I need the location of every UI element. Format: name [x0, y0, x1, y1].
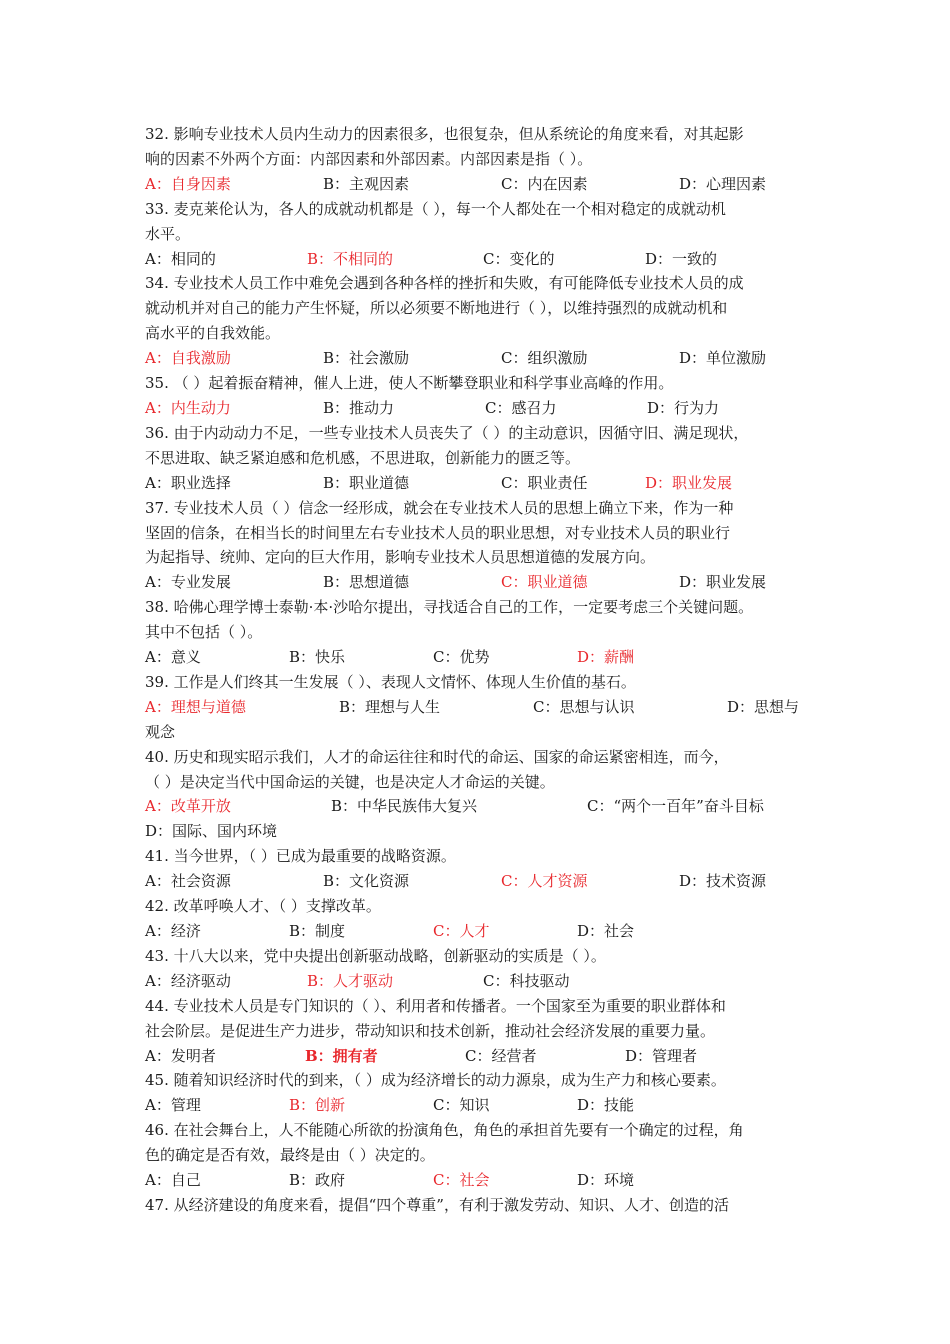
- options-row: [145, 247, 813, 272]
- question-text-line: 43. 十八大以来，党中央提出创新驱动战略，创新驱动的实质是（ ）。: [145, 946, 606, 965]
- option-b-correct: B：人才驱动: [307, 971, 394, 990]
- option-b: B：中华民族伟大复兴: [331, 797, 478, 816]
- options-row: [145, 346, 813, 371]
- option-d: D：思想与: [727, 697, 800, 716]
- question-text-line: 高水平的自我效能。: [145, 324, 281, 343]
- option-a: A：管理: [145, 1096, 201, 1115]
- question-41: [145, 844, 813, 894]
- question-46: [145, 1118, 813, 1193]
- question-text-line: （ ）是决定当代中国命运的关键，也是决定人才命运的关键。: [145, 772, 555, 791]
- question-text-line: 40. 历史和现实昭示我们，人才的命运往往和时代的命运、国家的命运紧密相连，而今，: [145, 747, 729, 766]
- option-b: B：社会激励: [323, 349, 410, 368]
- option-c: C：知识: [433, 1096, 490, 1115]
- question-text-line: 42. 改革呼唤人才、（ ）支撑改革。: [145, 897, 381, 916]
- option-b: B：制度: [289, 922, 346, 940]
- option-b: B：政府: [289, 1171, 346, 1190]
- question-33: [145, 197, 813, 272]
- option-d: D：行为力: [647, 398, 720, 417]
- question-text-line: 39. 工作是人们终其一生发展（ ）、表现人文情怀、体现人生价值的基石。: [145, 672, 636, 691]
- option-b: B：思想道德: [323, 573, 410, 592]
- question-text-line: 33. 麦克莱伦认为，各人的成就动机都是（ ），每一个人都处在一个相对稳定的成就动机: [145, 199, 726, 218]
- question-45: [145, 1068, 813, 1118]
- option-d: D：一致的: [645, 249, 718, 268]
- option-c: C：科技驱动: [483, 971, 570, 990]
- option-a: A：相同的: [145, 249, 216, 268]
- question-text-line: 为起指导、统帅、定向的巨大作用，影响专业技术人员思想道德的发展方向。: [145, 548, 656, 567]
- question-text-line: 32. 影响专业技术人员内生动力的因素很多，也很复杂，但从系统论的角度来看，对其起影: [145, 125, 744, 143]
- question-text-line: 35. （ ）起着振奋精神，催人上进，使人不断攀登职业和科学事业高峰的作用。: [145, 374, 674, 393]
- options-row: [145, 919, 813, 944]
- option-d: D：技能: [577, 1096, 635, 1115]
- option-c-correct: C：人才资源: [501, 872, 588, 891]
- options-row: [145, 1168, 813, 1193]
- option-a: A：经济: [145, 922, 201, 940]
- option-b: B：快乐: [289, 648, 346, 667]
- option-d-continuation: 观念: [145, 722, 176, 741]
- options-row: [145, 695, 813, 720]
- option-d: D：职业发展: [679, 573, 767, 592]
- option-c: C：“两个一百年”奋斗目标: [587, 797, 764, 816]
- option-d-correct: D：职业发展: [645, 473, 733, 492]
- question-text-line: 34. 专业技术人员工作中难免会遇到各种各样的挫折和失败，有可能降低专业技术人员的成: [145, 274, 744, 293]
- question-42: [145, 894, 813, 944]
- options-row: [145, 172, 813, 197]
- option-a-correct: A：改革开放: [145, 797, 231, 816]
- question-text-line: 响的因素不外两个方面：内部因素和外部因素。内部因素是指（ ）。: [145, 149, 593, 168]
- option-b: B：文化资源: [323, 872, 410, 891]
- question-38: [145, 595, 813, 670]
- option-b: B：理想与人生: [339, 697, 441, 716]
- options-row: [145, 1093, 813, 1118]
- option-a: A：自己: [145, 1171, 201, 1190]
- option-d: D：社会: [577, 922, 635, 940]
- option-b-correct: B：不相同的: [307, 249, 394, 268]
- option-d: D：技术资源: [679, 872, 767, 891]
- options-row: [145, 1044, 813, 1069]
- option-d: D：单位激励: [679, 349, 767, 368]
- option-b-correct: B：拥有者: [305, 1046, 378, 1065]
- question-34: [145, 271, 813, 371]
- option-a: A：专业发展: [145, 573, 231, 592]
- option-a: A：发明者: [145, 1046, 216, 1065]
- question-text-line: 45. 随着知识经济时代的到来，（ ）成为经济增长的动力源泉，成为生产力和核心要素。: [145, 1071, 726, 1090]
- question-text-line: 色的确定是否有效，最终是由（ ）决定的。: [145, 1146, 435, 1165]
- option-a: A：意义: [145, 648, 201, 667]
- option-c: C：思想与认识: [533, 697, 635, 716]
- question-text-line: 37. 专业技术人员（ ）信念一经形成，就会在专业技术人员的思想上确立下来，作为一种: [145, 498, 734, 517]
- question-43: [145, 944, 813, 994]
- option-a: A：社会资源: [145, 872, 231, 891]
- option-a-correct: A：自身因素: [145, 174, 231, 193]
- question-text-line: 就动机并对自己的能力产生怀疑，所以必须要不断地进行（ ），以维持强烈的成就动机和: [145, 299, 728, 318]
- option-d: D：国际、国内环境: [145, 822, 278, 841]
- option-b: B：推动力: [323, 398, 395, 417]
- option-d: D：管理者: [625, 1046, 698, 1065]
- option-a: A：经济驱动: [145, 971, 231, 990]
- question-40: [145, 745, 813, 845]
- question-text-line: 47. 从经济建设的角度来看，提倡“四个尊重”，有利于激发劳动、知识、人才、创造的活: [145, 1195, 729, 1214]
- question-39: [145, 670, 813, 745]
- question-text-line: 水平。: [145, 224, 191, 243]
- option-c-correct: C：人才: [433, 922, 490, 940]
- question-text-line: 46. 在社会舞台上，人不能随心所欲的扮演角色，角色的承担首先要有一个确定的过程，角: [145, 1121, 744, 1140]
- option-c-correct: C：社会: [433, 1171, 490, 1190]
- option-c: C：内在因素: [501, 174, 588, 193]
- question-35: [145, 371, 813, 421]
- question-32: [145, 122, 813, 197]
- options-row: [145, 794, 813, 819]
- options-row: [145, 869, 813, 894]
- option-c: C：优势: [433, 648, 490, 667]
- question-text-line: 44. 专业技术人员是专门知识的（ ）、利用者和传播者。一个国家至为重要的职业群体和: [145, 996, 726, 1015]
- option-c: C：组织激励: [501, 349, 588, 368]
- option-a-correct: A：理想与道德: [145, 697, 246, 716]
- question-44: [145, 994, 813, 1069]
- question-text-line: 不思进取、缺乏紧迫感和危机感，不思进取，创新能力的匮乏等。: [145, 448, 581, 467]
- option-a-correct: A：内生动力: [145, 398, 231, 417]
- question-36: [145, 421, 813, 496]
- question-text-line: 坚固的信条，在相当长的时间里左右专业技术人员的职业思想，对专业技术人员的职业行: [145, 523, 731, 542]
- option-c-correct: C：职业道德: [501, 573, 588, 592]
- option-b-correct: B：创新: [289, 1096, 346, 1115]
- options-row: [145, 570, 813, 595]
- option-d: D：环境: [577, 1171, 635, 1190]
- option-c: C：变化的: [483, 249, 555, 268]
- options-row: [145, 645, 813, 670]
- option-d-correct: D：薪酬: [577, 648, 635, 667]
- document-body: [145, 122, 813, 1218]
- option-c: C：感召力: [485, 398, 557, 417]
- question-text-line: 38. 哈佛心理学博士泰勒·本·沙哈尔提出，寻找适合自己的工作，一定要考虑三个关键问题。: [145, 598, 754, 617]
- question-37: [145, 496, 813, 596]
- option-a: A：职业选择: [145, 473, 231, 492]
- question-text-line: 社会阶层。是促进生产力进步，带动知识和技术创新，推动社会经济发展的重要力量。: [145, 1021, 716, 1040]
- option-b: B：主观因素: [323, 174, 410, 193]
- question-47: [145, 1193, 813, 1218]
- question-text-line: 其中不包括（ ）。: [145, 623, 263, 642]
- option-b: B：职业道德: [323, 473, 410, 492]
- options-row: [145, 471, 813, 496]
- option-c: C：职业责任: [501, 473, 588, 492]
- option-c: C：经营者: [465, 1046, 537, 1065]
- options-row: [145, 396, 813, 421]
- options-row: [145, 969, 813, 994]
- question-text-line: 36. 由于内动动力不足，一些专业技术人员丧失了（ ）的主动意识，因循守旧、满足现状，: [145, 423, 749, 442]
- option-d: D：心理因素: [679, 174, 767, 193]
- option-a-correct: A：自我激励: [145, 349, 231, 368]
- question-text-line: 41. 当今世界，（ ）已成为最重要的战略资源。: [145, 847, 456, 866]
